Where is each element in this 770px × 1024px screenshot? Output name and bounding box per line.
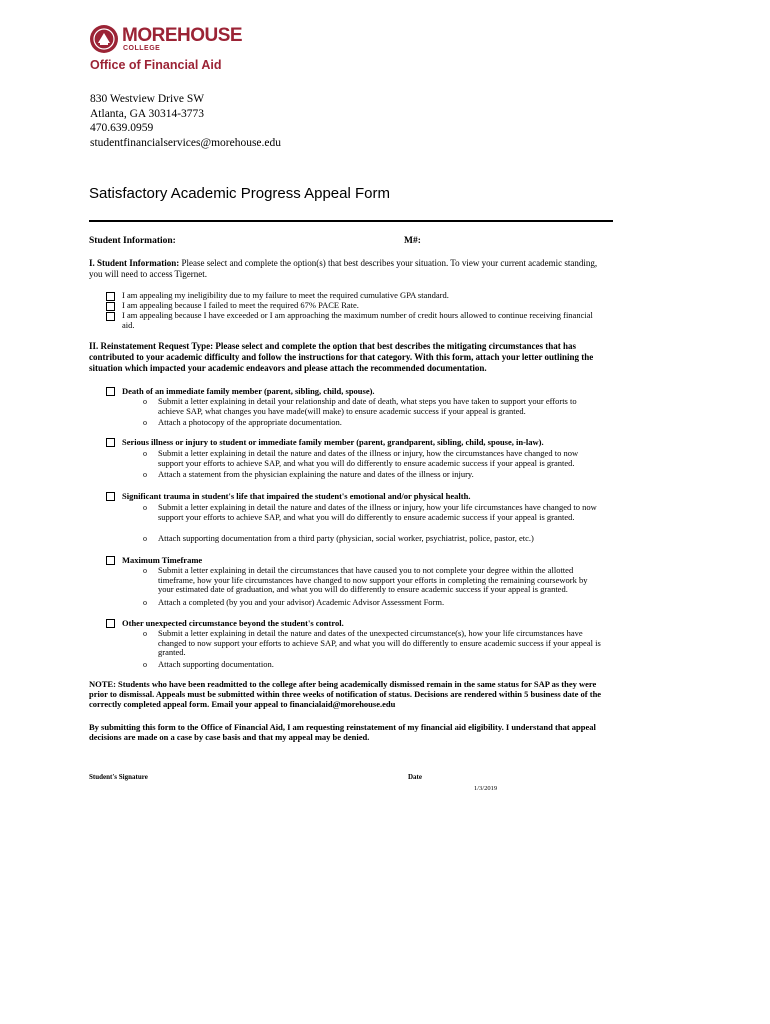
address-street: 830 Westview Drive SW [90, 93, 205, 105]
section2-heading: II. Reinstatement Request Type: [89, 341, 214, 351]
category-title: Serious illness or injury to student or immediate family member (parent, grandparent, sibling, child, spouse, in-law). [122, 437, 544, 447]
bullet-text: Attach a statement from the physician explaining the nature and dates of the illness or injury. [158, 469, 474, 479]
section2-text: Please select and complete the option that best describes the mitigating circumstances that has contributed to your academic difficulty and follow the instructions for that category. With this form, attach your letter outlining the situation which impacted your academic endeavors and please attach the recommended documentation. [89, 341, 594, 373]
bullet-icon: o [143, 503, 147, 512]
checkbox[interactable] [106, 619, 115, 628]
bullet-icon: o [143, 629, 147, 638]
category-title: Maximum Timeframe [122, 555, 203, 565]
bullet-text: Submit a letter explaining in detail the nature and dates of the unexpected circumstance(s), how your life circumstances have changed to now support your efforts to achieve SAP, and what you will do differently to ensure academic success if your appeal is granted. [158, 628, 601, 657]
student-signature-label: Student's Signature [89, 773, 148, 781]
date-label: Date [408, 773, 422, 781]
checkbox[interactable] [106, 312, 115, 321]
submission-statement: By submitting this form to the Office of Financial Aid, I am requesting reinstatement of my financial aid eligibility. I understand that appeal decisions are made on a case by case basis and that my appeal may be denied. [89, 722, 596, 742]
bullet-icon: o [143, 449, 147, 458]
bullet-text: Attach supporting documentation from a third party (physician, social worker, psychiatrist, police, pastor, etc.) [158, 533, 534, 543]
bullet-icon: o [143, 534, 147, 543]
office-title: Office of Financial Aid [90, 58, 222, 72]
bullet-icon: o [143, 598, 147, 607]
checkbox[interactable] [106, 492, 115, 501]
student-info-label: Student Information: [89, 236, 176, 246]
checkbox[interactable] [106, 292, 115, 301]
category-title: Significant trauma in student's life that impaired the student's emotional and/or physical health. [122, 491, 471, 501]
address-phone: 470.639.0959 [90, 122, 154, 134]
category-title: Other unexpected circumstance beyond the student's control. [122, 618, 344, 628]
bullet-icon: o [143, 660, 147, 669]
college-seal-icon [89, 24, 119, 54]
option-label: I am appealing because I failed to meet the required 67% PACE Rate. [122, 300, 359, 310]
checkbox[interactable] [106, 302, 115, 311]
bullet-text: Attach a photocopy of the appropriate documentation. [158, 417, 342, 427]
bullet-text: Attach supporting documentation. [158, 659, 274, 669]
bullet-text: Attach a completed (by you and your advisor) Academic Advisor Assessment Form. [158, 597, 445, 607]
section1-intro [89, 258, 609, 280]
date-value: 1/3/2019 [474, 785, 498, 792]
bullet-text: Submit a letter explaining in detail the circumstances that have caused you to not complete your degree within the allotted timeframe, how your life circumstances have changed to now support your efforts in completing the remaining coursework by your estimated date of graduation, and what you will do differently to ensure academic success if your appeal is granted. [158, 565, 588, 594]
title-divider [89, 220, 613, 222]
readmission-note: NOTE: Students who have been readmitted to the college after being academically dismissed remain in the same status for SAP as they were prior to dismissal. Appeals must be submitted within three weeks of notification of status. Decisions are rendered within 5 business date of the correctly completed appeal form. Email your appeal to financialaid@morehouse.edu [89, 679, 602, 709]
logo-name: MOREHOUSE [122, 25, 243, 46]
bullet-icon: o [143, 418, 147, 427]
mid-label: M#: [404, 236, 421, 246]
address-city: Atlanta, GA 30314-3773 [90, 107, 205, 120]
bullet-text: Submit a letter explaining in detail the nature and dates of the illness or injury, how the circumstances have changed to now support your efforts to achieve SAP, and what you will do differently to ensure academic success if your appeal is granted. [158, 448, 579, 468]
option-label: I am appealing my ineligibility due to my failure to meet the required cumulative GPA standard. [122, 290, 449, 300]
option-label: I am appealing because I have exceeded or I am approaching the maximum number of credit hours allowed to continue receiving financial aid. [122, 310, 593, 330]
form-title: Satisfactory Academic Progress Appeal Form [89, 185, 390, 202]
section1-heading: I. Student Information: [89, 258, 180, 268]
bullet-text: Submit a letter explaining in detail your relationship and date of death, what steps you have taken to support your efforts to achieve SAP, what changes you have made(will make) to ensure academic success if your appeal is granted. [158, 396, 577, 416]
checkbox[interactable] [106, 387, 115, 396]
bullet-icon: o [143, 397, 147, 406]
section2-intro [89, 341, 609, 374]
category-title: Death of an immediate family member (parent, sibling, child, spouse). [122, 386, 375, 396]
bullet-icon: o [143, 566, 147, 575]
logo-subtitle: COLLEGE [123, 45, 161, 52]
checkbox[interactable] [106, 556, 115, 565]
section1-text: Please select and complete the option(s) that best describes your situation. To view your current academic standing, you will need to access Tigernet. [89, 258, 598, 279]
address-email: studentfinancialservices@morehouse.edu [90, 136, 282, 149]
bullet-icon: o [143, 470, 147, 479]
bullet-text: Submit a letter explaining in detail the nature and dates of the illness or injury, how your life circumstances have changed to now support your efforts to achieve SAP, and what you will do differently to ensure academic success if your appeal is granted. [158, 502, 597, 522]
morehouse-logo [89, 24, 243, 60]
address-block [90, 92, 281, 150]
checkbox[interactable] [106, 438, 115, 447]
